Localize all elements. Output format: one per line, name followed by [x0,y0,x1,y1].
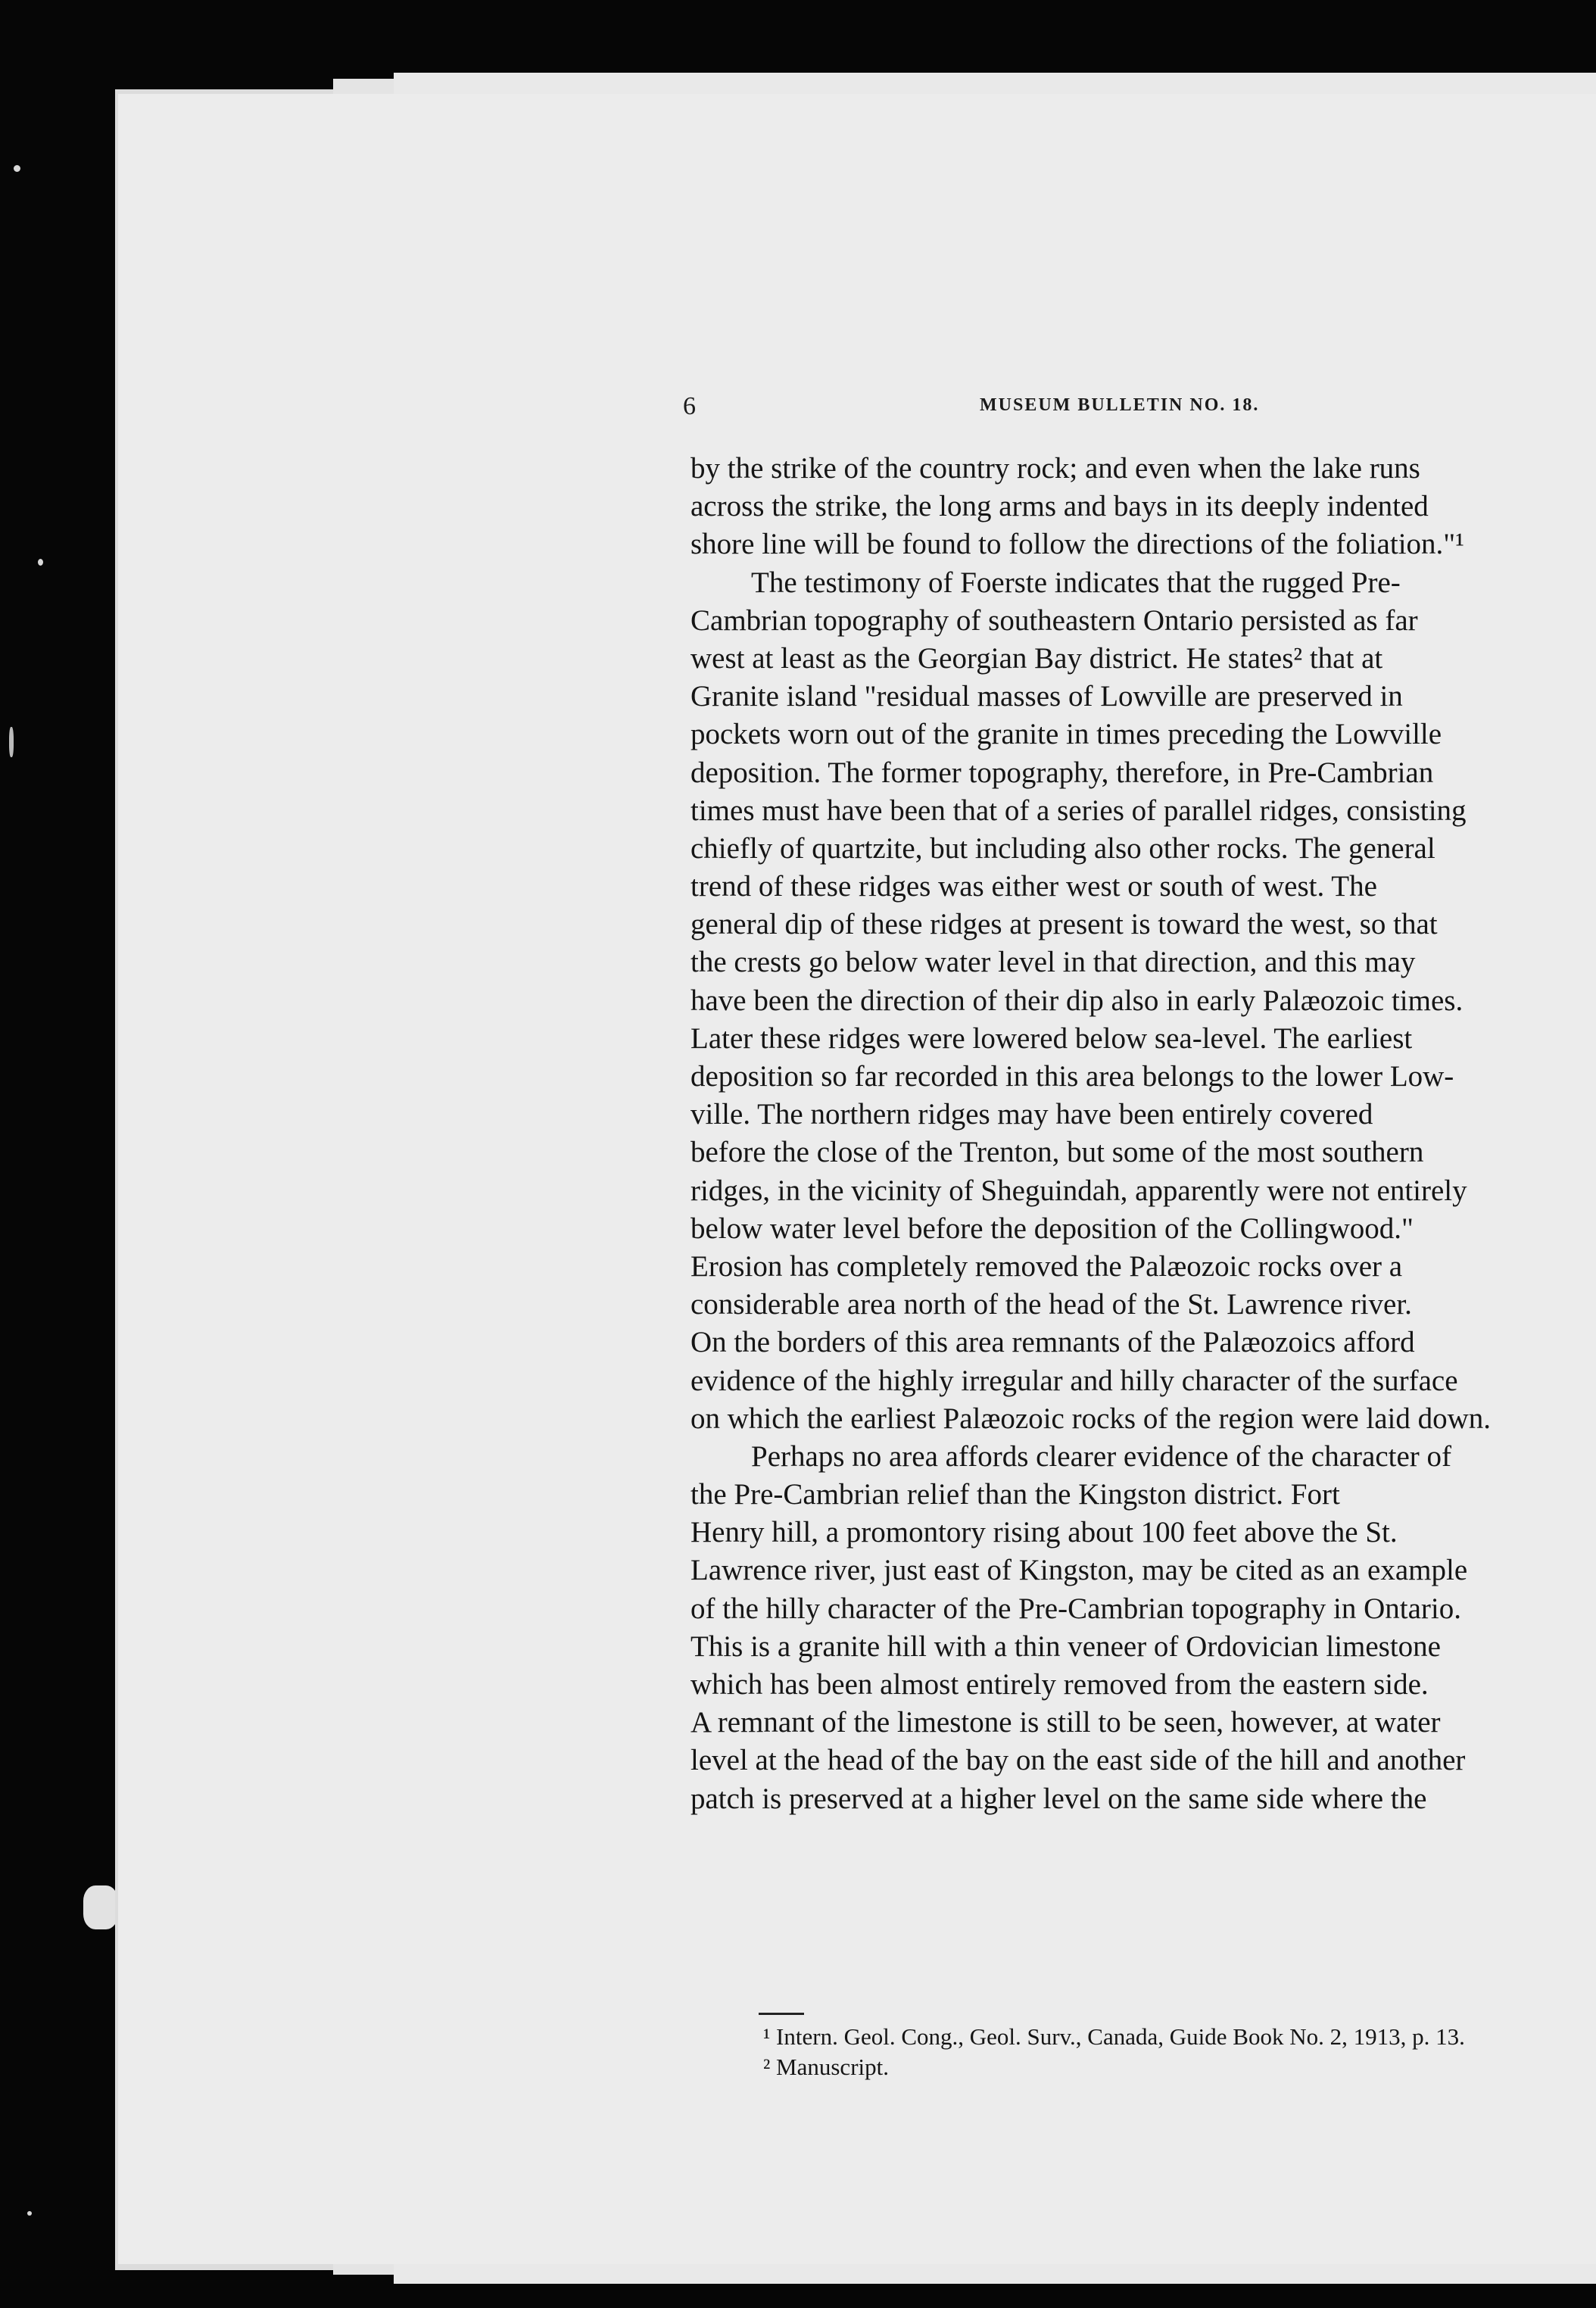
body-text [690,450,1596,2010]
body-line: The testimony of Foerste indicates that the rugged Pre- [751,566,1401,599]
body-line: general dip of these ridges at present is toward the west, so that [690,908,1438,941]
body-line: the Pre-Cambrian relief than the Kingston district. Fort [690,1478,1340,1511]
film-speck [38,559,43,566]
body-line: which has been almost entirely removed from the eastern side. [690,1668,1429,1701]
body-line: Perhaps no area affords clearer evidence of the character of [751,1439,1451,1473]
body-line: Erosion has completely removed the Palæozoic rocks over a [690,1249,1403,1283]
body-line: pockets worn out of the granite in times preceding the Lowville [690,718,1442,751]
body-line: across the strike, the long arms and bays in its deeply indented [690,490,1429,523]
body-line: ville. The northern ridges may have been entirely covered [690,1098,1373,1131]
body-line: Lawrence river, just east of Kingston, may be cited as an example [690,1554,1468,1587]
running-head-title: MUSEUM BULLETIN NO. 18. [980,395,1260,415]
body-line: A remnant of the limestone is still to be seen, however, at water [690,1706,1441,1739]
body-line: deposition. The former topography, therefore, in Pre-Cambrian [690,756,1434,789]
running-head [683,385,1596,420]
body-line: times must have been that of a series of parallel ridges, consisting [690,794,1467,827]
body-line: below water level before the deposition of the Collingwood." [690,1212,1414,1245]
body-line: of the hilly character of the Pre-Cambrian topography in Ontario. [690,1592,1461,1625]
body-line: This is a granite hill with a thin veneer of Ordovician limestone [690,1630,1441,1663]
body-line: on which the earliest Palæozoic rocks of the region were laid down. [690,1402,1492,1435]
body-line: have been the direction of their dip also in early Palæozoic times. [690,984,1464,1017]
body-line: trend of these ridges was either west or south of west. The [690,870,1377,903]
body-line: deposition so far recorded in this area belongs to the lower Low- [690,1060,1454,1093]
body-line: west at least as the Georgian Bay district. He states² that at [690,641,1383,675]
body-line: Cambrian topography of southeastern Ontario persisted as far [690,604,1418,637]
film-speck [9,727,14,757]
footnotes [763,2022,1596,2082]
footnote-rule [759,2013,804,2015]
body-line: patch is preserved at a higher level on the same side where the [690,1782,1427,1815]
film-speck [27,2211,32,2216]
body-line: evidence of the highly irregular and hilly character of the surface [690,1364,1458,1397]
body-line: the crests go below water level in that direction, and this may [690,946,1416,979]
body-line: Henry hill, a promontory rising about 100 feet above the St. [690,1516,1398,1549]
body-line: considerable area north of the head of the St. Lawrence river. [690,1288,1412,1321]
body-line: Later these ridges were lowered below sea-level. The earliest [690,1021,1413,1055]
body-line: by the strike of the country rock; and even when the lake runs [690,452,1420,485]
film-speck [14,165,20,172]
body-line: Granite island "residual masses of Lowville are preserved in [690,680,1403,713]
footnote: ² Manuscript. [763,2054,889,2080]
footnote: ¹ Intern. Geol. Cong., Geol. Surv., Canada, Guide Book No. 2, 1913, p. 13. [763,2023,1465,2050]
body-line: level at the head of the bay on the east side of the hill and another [690,1744,1466,1777]
body-line: before the close of the Trenton, but some of the most southern [690,1136,1424,1169]
film-speck [83,1885,118,1929]
body-line: shore line will be found to follow the directions of the foliation."¹ [690,528,1464,561]
page-number: 6 [683,392,696,420]
body-line: On the borders of this area remnants of the Palæozoics afford [690,1326,1415,1359]
body-line: ridges, in the vicinity of Sheguindah, apparently were not entirely [690,1174,1467,1207]
body-line: chiefly of quartzite, but including also other rocks. The general [690,831,1435,865]
